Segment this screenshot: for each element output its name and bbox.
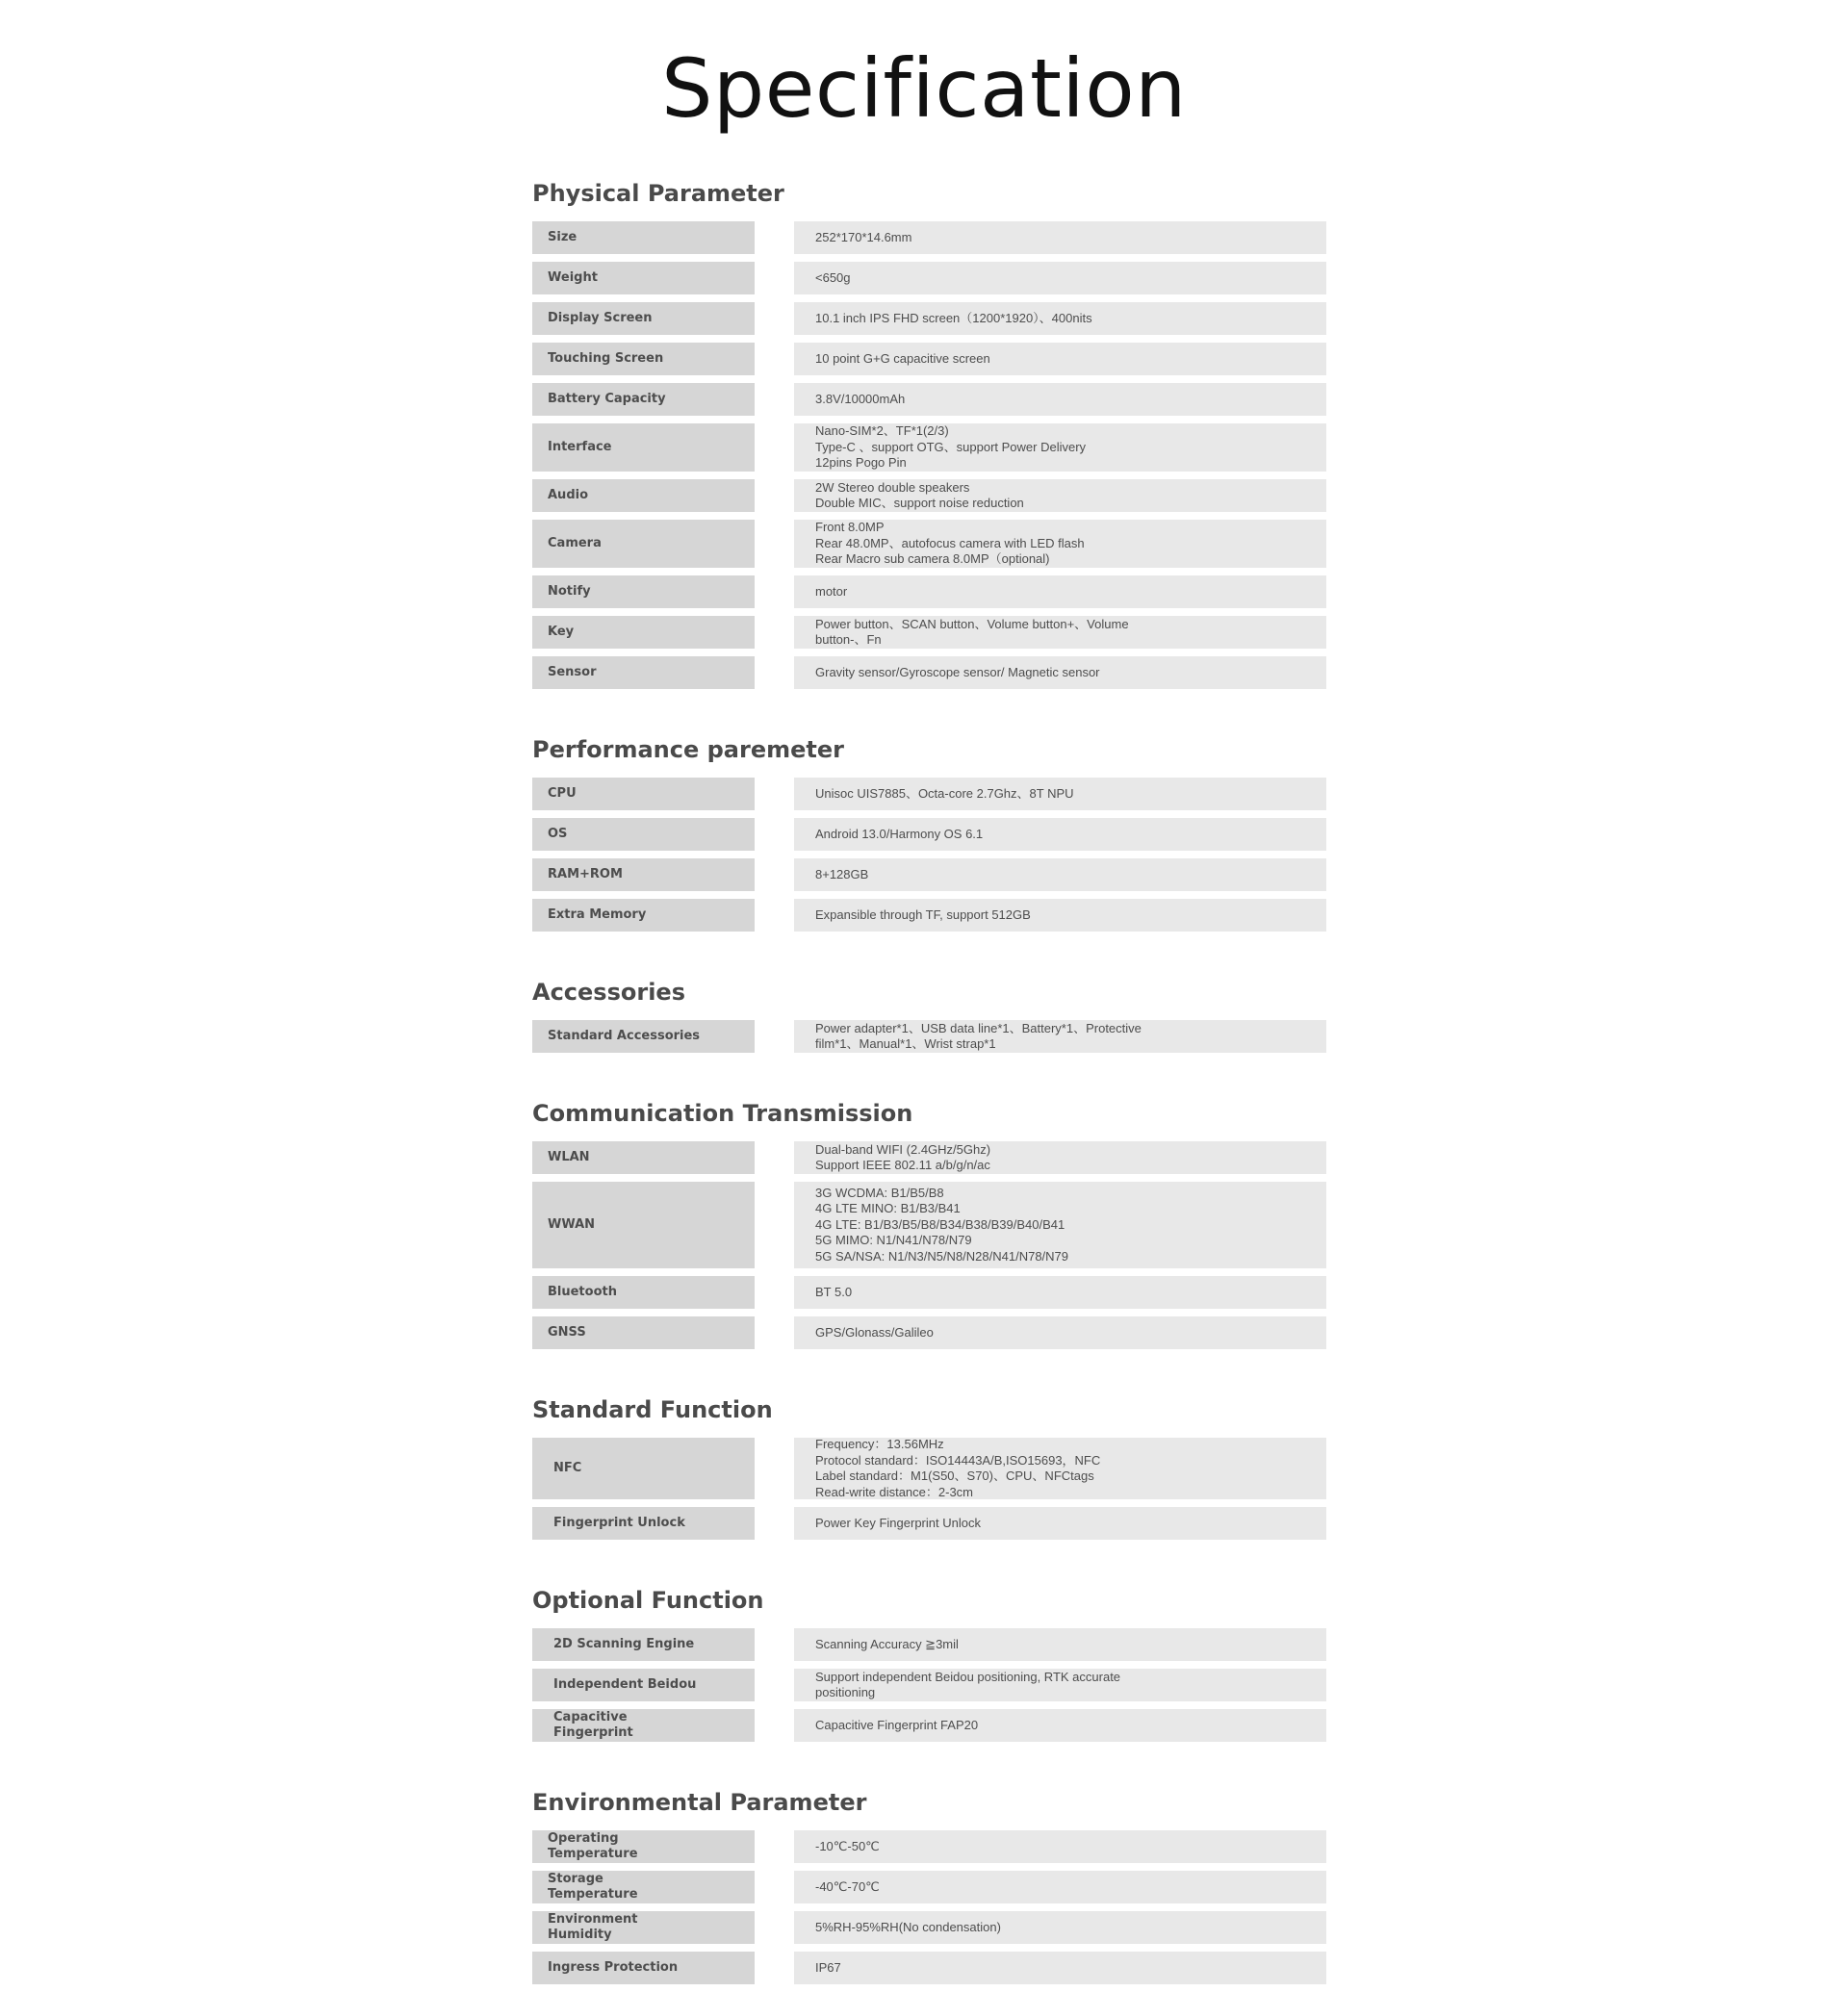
section-title: Accessories: [532, 979, 685, 1006]
spec-label: CPU: [532, 778, 755, 810]
spec-value: [794, 1316, 1326, 1349]
spec-row: [532, 656, 1326, 689]
spec-value: [794, 1141, 1326, 1174]
spec-row: [532, 899, 1326, 932]
spec-row: [532, 818, 1326, 851]
spec-value: [794, 1276, 1326, 1309]
section-standard-function: [532, 1388, 1326, 1547]
spec-row: [532, 1141, 1326, 1174]
spec-value-line: Frequency：13.56MHz: [815, 1437, 944, 1451]
spec-value-line: Type-C 、support OTG、support Power Delivery: [815, 439, 1087, 454]
spec-value-line: Nano-SIM*2、TF*1(2/3): [815, 423, 949, 439]
section-physical-parameter: [532, 171, 1326, 697]
spec-value: [794, 343, 1326, 375]
spec-row: [532, 1709, 1326, 1742]
section-title: Optional Function: [532, 1587, 764, 1614]
section-spacer: [532, 697, 1326, 728]
spec-value-line: 10 point G+G capacitive screen: [815, 350, 990, 366]
spec-table: [532, 1020, 1326, 1060]
spec-row: [532, 858, 1326, 891]
spec-label: Audio: [532, 479, 755, 512]
section-title: Performance paremeter: [532, 736, 844, 763]
spec-row: [532, 383, 1326, 416]
spec-row: [532, 1628, 1326, 1661]
spec-value: [794, 899, 1326, 932]
spec-value: [794, 1709, 1326, 1742]
spec-value-line: 3.8V/10000mAh: [815, 391, 906, 406]
spec-row: [532, 1871, 1326, 1903]
spec-value-line: Android 13.0/Harmony OS 6.1: [815, 826, 984, 841]
spec-value: [794, 1830, 1326, 1863]
spec-label: Weight: [532, 262, 755, 294]
spec-value: [794, 302, 1326, 335]
spec-value-line: Power Key Fingerprint Unlock: [815, 1515, 981, 1530]
spec-value-line: 8+128GB: [815, 866, 869, 881]
spec-value-line: -10℃-50℃: [815, 1838, 880, 1853]
spec-label: Key: [532, 616, 755, 649]
spec-row: [532, 1316, 1326, 1349]
section-performance-paremeter: [532, 728, 1326, 939]
spec-value-line: Power adapter*1、USB data line*1、Battery*1、Protective film*1、Manual*1、Wrist strap*1: [815, 1020, 1142, 1051]
spec-value: [794, 423, 1326, 472]
spec-row: [532, 616, 1326, 649]
spec-table: [532, 221, 1326, 697]
spec-value: [794, 1507, 1326, 1540]
section-spacer: [532, 939, 1326, 970]
spec-value: [794, 858, 1326, 891]
spec-value: [794, 1628, 1326, 1661]
spec-label: WWAN: [532, 1182, 755, 1268]
spec-value-line: Capacitive Fingerprint FAP20: [815, 1717, 979, 1732]
spec-table: [532, 1628, 1326, 1749]
spec-row: [532, 1276, 1326, 1309]
spec-row: [532, 1669, 1326, 1701]
spec-value: [794, 616, 1326, 649]
spec-value: [794, 520, 1326, 568]
spec-label: Display Screen: [532, 302, 755, 335]
spec-value: [794, 221, 1326, 254]
section-accessories: [532, 970, 1326, 1060]
spec-value-line: Double MIC、support noise reduction: [815, 496, 1024, 510]
spec-table: [532, 778, 1326, 939]
spec-row: [532, 1830, 1326, 1863]
spec-value-line: Support IEEE 802.11 a/b/g/n/ac: [815, 1158, 990, 1172]
spec-row: [532, 778, 1326, 810]
spec-row: [532, 1507, 1326, 1540]
spec-label: Interface: [532, 423, 755, 472]
spec-value: [794, 1871, 1326, 1903]
spec-row: [532, 575, 1326, 608]
spec-value-line: 5G SA/NSA: N1/N3/N5/N8/N28/N41/N78/N79: [815, 1248, 1069, 1264]
spec-value-line: GPS/Glonass/Galileo: [815, 1324, 934, 1340]
spec-value-line: 252*170*14.6mm: [815, 229, 912, 244]
spec-label: 2D Scanning Engine: [532, 1628, 755, 1661]
spec-label: Bluetooth: [532, 1276, 755, 1309]
spec-value: [794, 1438, 1326, 1499]
spec-row: [532, 1182, 1326, 1268]
spec-label: NFC: [532, 1438, 755, 1499]
spec-value-line: 5%RH-95%RH(No condensation): [815, 1919, 1001, 1934]
section-title: Environmental Parameter: [532, 1789, 867, 1816]
section-title: Physical Parameter: [532, 180, 784, 207]
spec-label: Sensor: [532, 656, 755, 689]
page-title: Specification: [661, 41, 1187, 136]
spec-value-line: Gravity sensor/Gyroscope sensor/ Magnetic sensor: [815, 664, 1100, 679]
spec-value: [794, 1020, 1326, 1053]
section-spacer: [532, 1547, 1326, 1578]
spec-label: Fingerprint Unlock: [532, 1507, 755, 1540]
spec-value-line: Read-write distance：2-3cm: [815, 1484, 974, 1499]
spec-label: OS: [532, 818, 755, 851]
spec-label: Battery Capacity: [532, 383, 755, 416]
spec-label: Touching Screen: [532, 343, 755, 375]
spec-value: [794, 1952, 1326, 1984]
spec-value: [794, 818, 1326, 851]
spec-row: [532, 1438, 1326, 1499]
spec-row: [532, 343, 1326, 375]
spec-label: Camera: [532, 520, 755, 568]
spec-table: [532, 1438, 1326, 1547]
spec-value-line: Scanning Accuracy ≧3mil: [815, 1636, 959, 1651]
spec-value: [794, 656, 1326, 689]
spec-value-line: 12pins Pogo Pin: [815, 455, 907, 471]
section-title: Communication Transmission: [532, 1100, 913, 1127]
section-spacer: [532, 1060, 1326, 1091]
spec-row: [532, 520, 1326, 568]
spec-label: Independent Beidou: [532, 1669, 755, 1701]
spec-row: [532, 302, 1326, 335]
spec-row: [532, 479, 1326, 512]
spec-label: Standard Accessories: [532, 1020, 755, 1053]
spec-value-line: Support independent Beidou positioning, RTK accurate positioning: [815, 1669, 1121, 1699]
spec-label: Extra Memory: [532, 899, 755, 932]
spec-label: Operating Temperature: [532, 1830, 755, 1863]
spec-value-line: Protocol standard：ISO14443A/B,ISO15693，NFC: [815, 1452, 1101, 1468]
spec-label: Notify: [532, 575, 755, 608]
spec-value-line: 2W Stereo double speakers: [815, 479, 970, 495]
section-title: Standard Function: [532, 1396, 773, 1423]
spec-value-line: Expansible through TF, support 512GB: [815, 907, 1031, 922]
spec-label: WLAN: [532, 1141, 755, 1174]
section-spacer: [532, 1749, 1326, 1780]
spec-value-line: motor: [815, 583, 848, 599]
section-spacer: [532, 1357, 1326, 1388]
spec-table: [532, 1141, 1326, 1357]
spec-value-line: 3G WCDMA: B1/B5/B8: [815, 1185, 944, 1200]
spec-value-line: Power button、SCAN button、Volume button+、Volume button-、Fn: [815, 616, 1129, 647]
spec-row: [532, 423, 1326, 472]
spec-row: [532, 1911, 1326, 1944]
spec-label: GNSS: [532, 1316, 755, 1349]
spec-value-line: 4G LTE MINO: B1/B3/B41: [815, 1201, 961, 1216]
spec-table: [532, 1830, 1326, 1992]
spec-value-line: -40℃-70℃: [815, 1878, 880, 1894]
spec-value-line: IP67: [815, 1959, 841, 1975]
spec-value: [794, 262, 1326, 294]
specification-content: [532, 171, 1326, 1992]
spec-value-line: 4G LTE: B1/B3/B5/B8/B34/B38/B39/B40/B41: [815, 1216, 1065, 1232]
spec-value-line: BT 5.0: [815, 1284, 853, 1299]
spec-value-line: Dual-band WIFI (2.4GHz/5Ghz): [815, 1141, 991, 1157]
spec-label: RAM+ROM: [532, 858, 755, 891]
spec-value-line: 5G MIMO: N1/N41/N78/N79: [815, 1233, 972, 1248]
spec-value-line: Rear Macro sub camera 8.0MP（optional): [815, 551, 1050, 567]
spec-value: [794, 575, 1326, 608]
section-optional-function: [532, 1578, 1326, 1749]
spec-value-line: Rear 48.0MP、autofocus camera with LED flash: [815, 535, 1085, 550]
spec-value-line: <650g: [815, 269, 851, 285]
spec-value-line: Front 8.0MP: [815, 520, 885, 535]
spec-row: [532, 262, 1326, 294]
spec-row: [532, 1020, 1326, 1053]
spec-value: [794, 778, 1326, 810]
spec-label: Size: [532, 221, 755, 254]
spec-value: [794, 479, 1326, 512]
section-environmental-parameter: [532, 1780, 1326, 1992]
spec-row: [532, 221, 1326, 254]
spec-row: [532, 1952, 1326, 1984]
spec-value-line: Unisoc UIS7885、Octa-core 2.7Ghz、8T NPU: [815, 785, 1074, 801]
spec-label: Ingress Protection: [532, 1952, 755, 1984]
spec-value: [794, 1182, 1326, 1268]
spec-value-line: 10.1 inch IPS FHD screen（1200*1920）、400nits: [815, 310, 1092, 325]
spec-value: [794, 383, 1326, 416]
spec-label: Environment Humidity: [532, 1911, 755, 1944]
spec-value: [794, 1911, 1326, 1944]
spec-value: [794, 1669, 1326, 1701]
spec-label: Storage Temperature: [532, 1871, 755, 1903]
spec-label: Capacitive Fingerprint: [532, 1709, 755, 1742]
section-communication-transmission: [532, 1091, 1326, 1357]
spec-value-line: Label standard：M1(S50、S70)、CPU、NFCtags: [815, 1468, 1094, 1483]
